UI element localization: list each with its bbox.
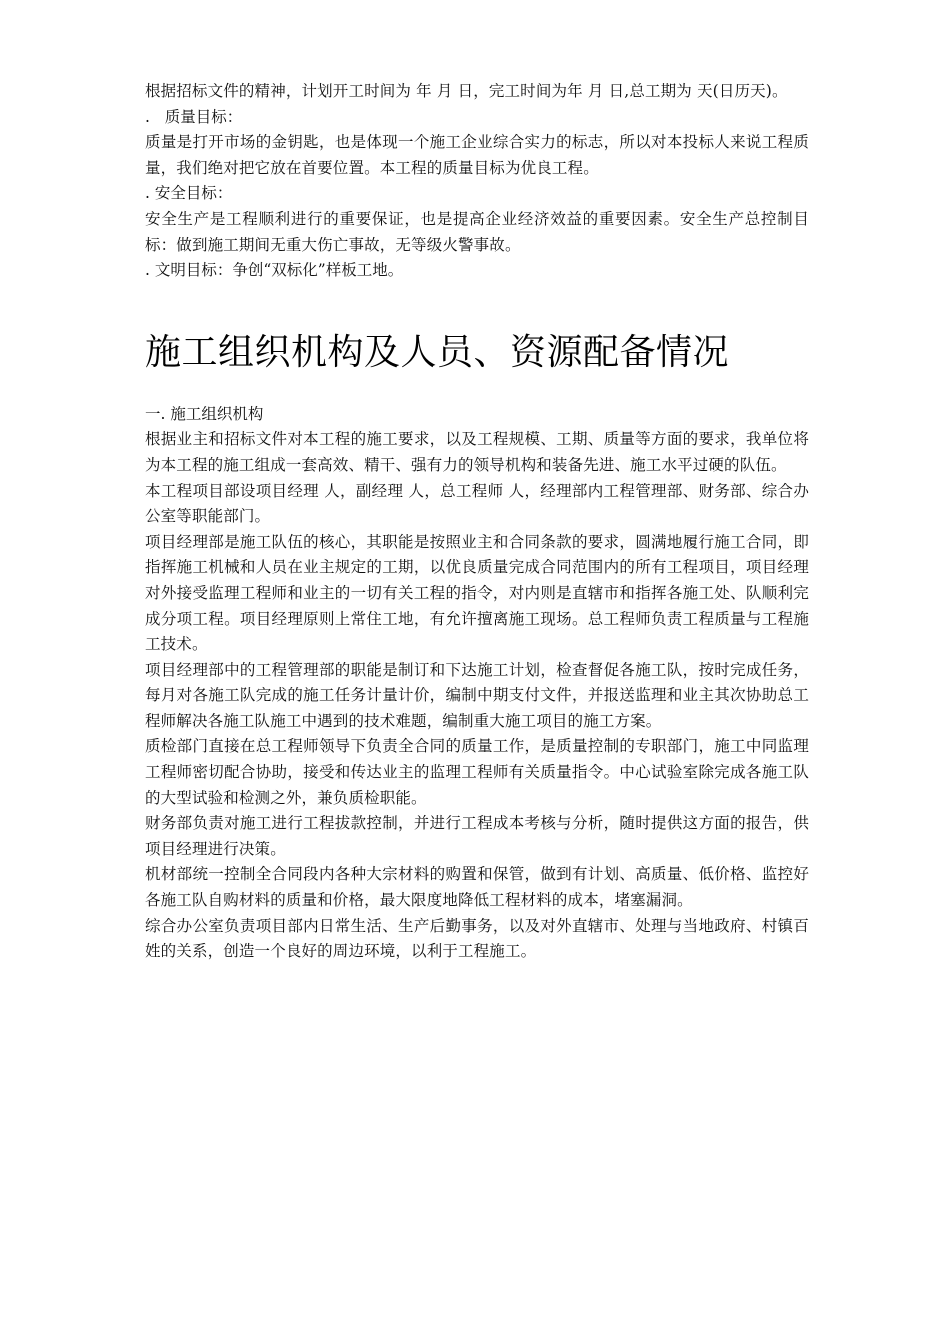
safety-target-label: . 安全目标： <box>145 184 233 203</box>
finance-dept-paragraph: 财务部负责对施工进行工程拔款控制，并进行工程成本考核与分析，随时提供这方面的报告，供项目经理进行决策。 <box>145 814 809 858</box>
section-heading: 施工组织机构及人员、资源配备情况 <box>145 331 730 373</box>
safety-target-paragraph: 安全生产是工程顺利进行的重要保证，也是提高企业经济效益的重要因素。安全生产总控制目标：做到施工期间无重大伤亡事故，无等级火警事故。 <box>145 209 809 254</box>
intro-paragraph: 根据业主和招标文件对本工程的施工要求，以及工程规模、工期、质量等方面的要求，我单位将为本工程的施工组成一套高效、精干、强有力的领导机构和装备先进、施工水平过硬的队伍。 <box>145 430 809 474</box>
quality-target-paragraph: 质量是打开市场的金钥匙，也是体现一个施工企业综合实力的标志，所以对本投标人来说工程质量，我们绝对把它放在首要位置。本工程的质量目标为优良工程。 <box>145 133 809 177</box>
engineering-dept-paragraph: 项目经理部中的工程管理部的职能是制订和下达施工计划，检查督促各施工队，按时完成任务，每月对各施工队完成的施工任务计量计价，编制中期支付文件，并报送监理和业主其次协助总工程师解决各施工队施工中遇到的技术难题，编制重大施工项目的施工方案。 <box>145 660 809 730</box>
civil-target-label: . 文明目标：争创“双标化”样板工地。 <box>145 261 404 280</box>
staff-paragraph: 本工程项目部设项目经理 人，副经理 人，总工程师 人，经理部内工程管理部、财务部、综合办公室等职能部门。 <box>145 481 809 526</box>
schedule-paragraph: 根据招标文件的精神，计划开工时间为 年 月 日，完工时间为年 月 日,总工期为 天(日历天)。 <box>145 82 788 100</box>
subsection-title: 一. 施工组织机构 <box>145 404 264 423</box>
materials-dept-paragraph: 机材部统一控制全合同段内各种大宗材料的购置和保管，做到有计划、高质量、低价格、监控好各施工队自购材料的质量和价格，最大限度地降低工程材料的成本，堵塞漏洞。 <box>145 865 809 910</box>
document-page <box>145 79 809 965</box>
project-manager-paragraph: 项目经理部是施工队伍的核心，其职能是按照业主和合同条款的要求，圆满地履行施工合同，即指挥施工机械和人员在业主规定的工期，以优良质量完成合同范围内的所有工程项目，项目经理对外接受监理工程师和业主的一切有关工程的指令，对内则是直辖市和指挥各施工处、队顺利完成分项工程。项目经理原则上常住工地，有允许擅离施工现场。总工程师负责工程质量与工程施工技术。 <box>145 532 809 654</box>
office-dept-paragraph: 综合办公室负责项目部内日常生活、生产后勤事务，以及对外直辖市、处理与当地政府、村镇百姓的关系，创造一个良好的周边环境，以利于工程施工。 <box>145 916 809 961</box>
quality-target-label: . 质量目标： <box>145 107 243 126</box>
quality-dept-paragraph: 质检部门直接在总工程师领导下负责全合同的质量工作，是质量控制的专职部门，施工中同监理工程师密切配合协助，接受和传达业主的监理工程师有关质量指令。中心试验室除完成各施工队的大型试验和检测之外，兼负质检职能。 <box>145 737 809 807</box>
